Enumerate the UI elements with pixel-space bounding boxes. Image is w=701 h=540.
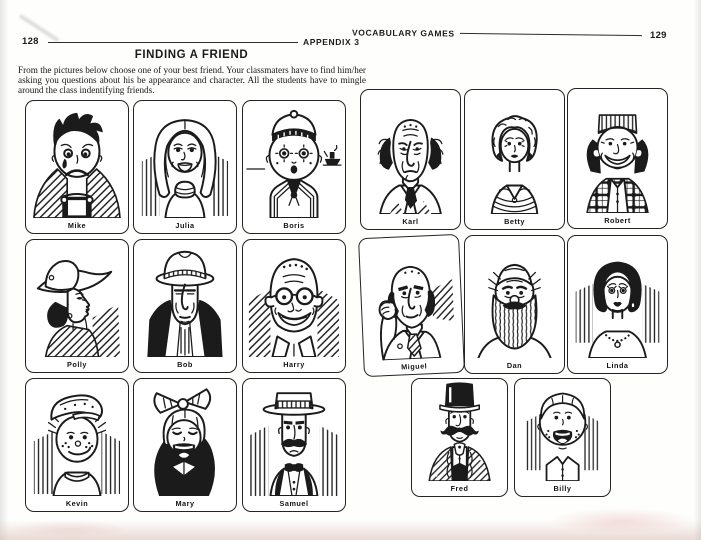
portrait-name: Samuel xyxy=(279,499,309,508)
portrait-card-julia xyxy=(133,100,237,234)
harry-portrait xyxy=(245,242,343,357)
portrait-name: Mary xyxy=(175,499,195,508)
header-rule-right xyxy=(460,33,642,37)
betty-portrait xyxy=(467,92,562,214)
portrait-name: Karl xyxy=(402,217,419,226)
portrait-card-boris xyxy=(242,100,346,234)
portrait-card-karl xyxy=(360,89,461,230)
mike-portrait xyxy=(28,103,126,218)
portrait-name: Bob xyxy=(177,360,193,369)
portrait-name: Boris xyxy=(283,221,305,230)
portrait-name: Betty xyxy=(504,217,525,226)
portrait-name: Harry xyxy=(283,360,305,369)
dan-portrait xyxy=(467,238,562,358)
portrait-card-samuel xyxy=(242,378,346,512)
running-head-left: APPENDIX 3 xyxy=(303,37,360,47)
portrait-name: Linda xyxy=(606,361,629,370)
portrait-name: Dan xyxy=(506,361,523,370)
scan-smudge-bottom-left xyxy=(10,520,130,538)
karl-portrait xyxy=(363,92,458,214)
portrait-name: Kevin xyxy=(65,499,89,508)
portrait-card-robert xyxy=(567,88,668,229)
robert-portrait xyxy=(570,91,665,213)
bob-portrait xyxy=(136,242,234,357)
portrait-card-dan xyxy=(464,235,565,374)
portrait-card-linda xyxy=(567,235,668,374)
portrait-name: Fred xyxy=(450,484,469,493)
header-rule-left xyxy=(48,42,298,43)
instructions-paragraph: From the pictures below choose one of your best friend. Your classmaters have to find him/her asking you questions about his be appearance and character. All the students have to mingle around the class indentifying friends. xyxy=(18,65,366,95)
polly-portrait xyxy=(28,242,126,357)
portrait-card-billy xyxy=(514,378,611,497)
portrait-card-bob xyxy=(133,239,237,373)
page-number-right: 129 xyxy=(650,30,667,41)
running-head-right: VOCABULARY GAMES xyxy=(351,27,455,39)
portrait-card-kevin xyxy=(25,378,129,512)
portrait-card-mary xyxy=(133,378,237,512)
kevin-portrait xyxy=(28,381,126,496)
portrait-card-betty xyxy=(464,89,565,230)
page-title: FINDING A FRIEND xyxy=(134,49,249,61)
boris-portrait xyxy=(245,103,343,218)
portrait-name: Mike xyxy=(67,221,87,230)
mary-portrait xyxy=(136,381,234,496)
portrait-name: Polly xyxy=(67,360,87,369)
portrait-name: Julia xyxy=(175,221,195,230)
billy-portrait xyxy=(517,381,608,481)
portrait-name: Robert xyxy=(604,216,631,225)
portrait-name: Billy xyxy=(553,484,572,493)
miguel-portrait xyxy=(361,237,461,361)
page-number-left: 128 xyxy=(22,36,39,47)
scan-edge-left xyxy=(0,0,9,540)
scan-edge-right xyxy=(694,0,701,540)
portrait-name: Miguel xyxy=(400,361,428,372)
portrait-card-miguel xyxy=(358,234,465,377)
linda-portrait xyxy=(570,238,665,358)
portrait-card-fred xyxy=(411,378,508,497)
portrait-card-polly xyxy=(25,239,129,373)
fred-portrait xyxy=(414,381,505,481)
samuel-portrait xyxy=(245,381,343,496)
scan-smudge-bottom-right xyxy=(547,508,697,534)
portrait-card-mike xyxy=(25,100,129,234)
julia-portrait xyxy=(136,103,234,218)
portrait-card-harry xyxy=(242,239,346,373)
